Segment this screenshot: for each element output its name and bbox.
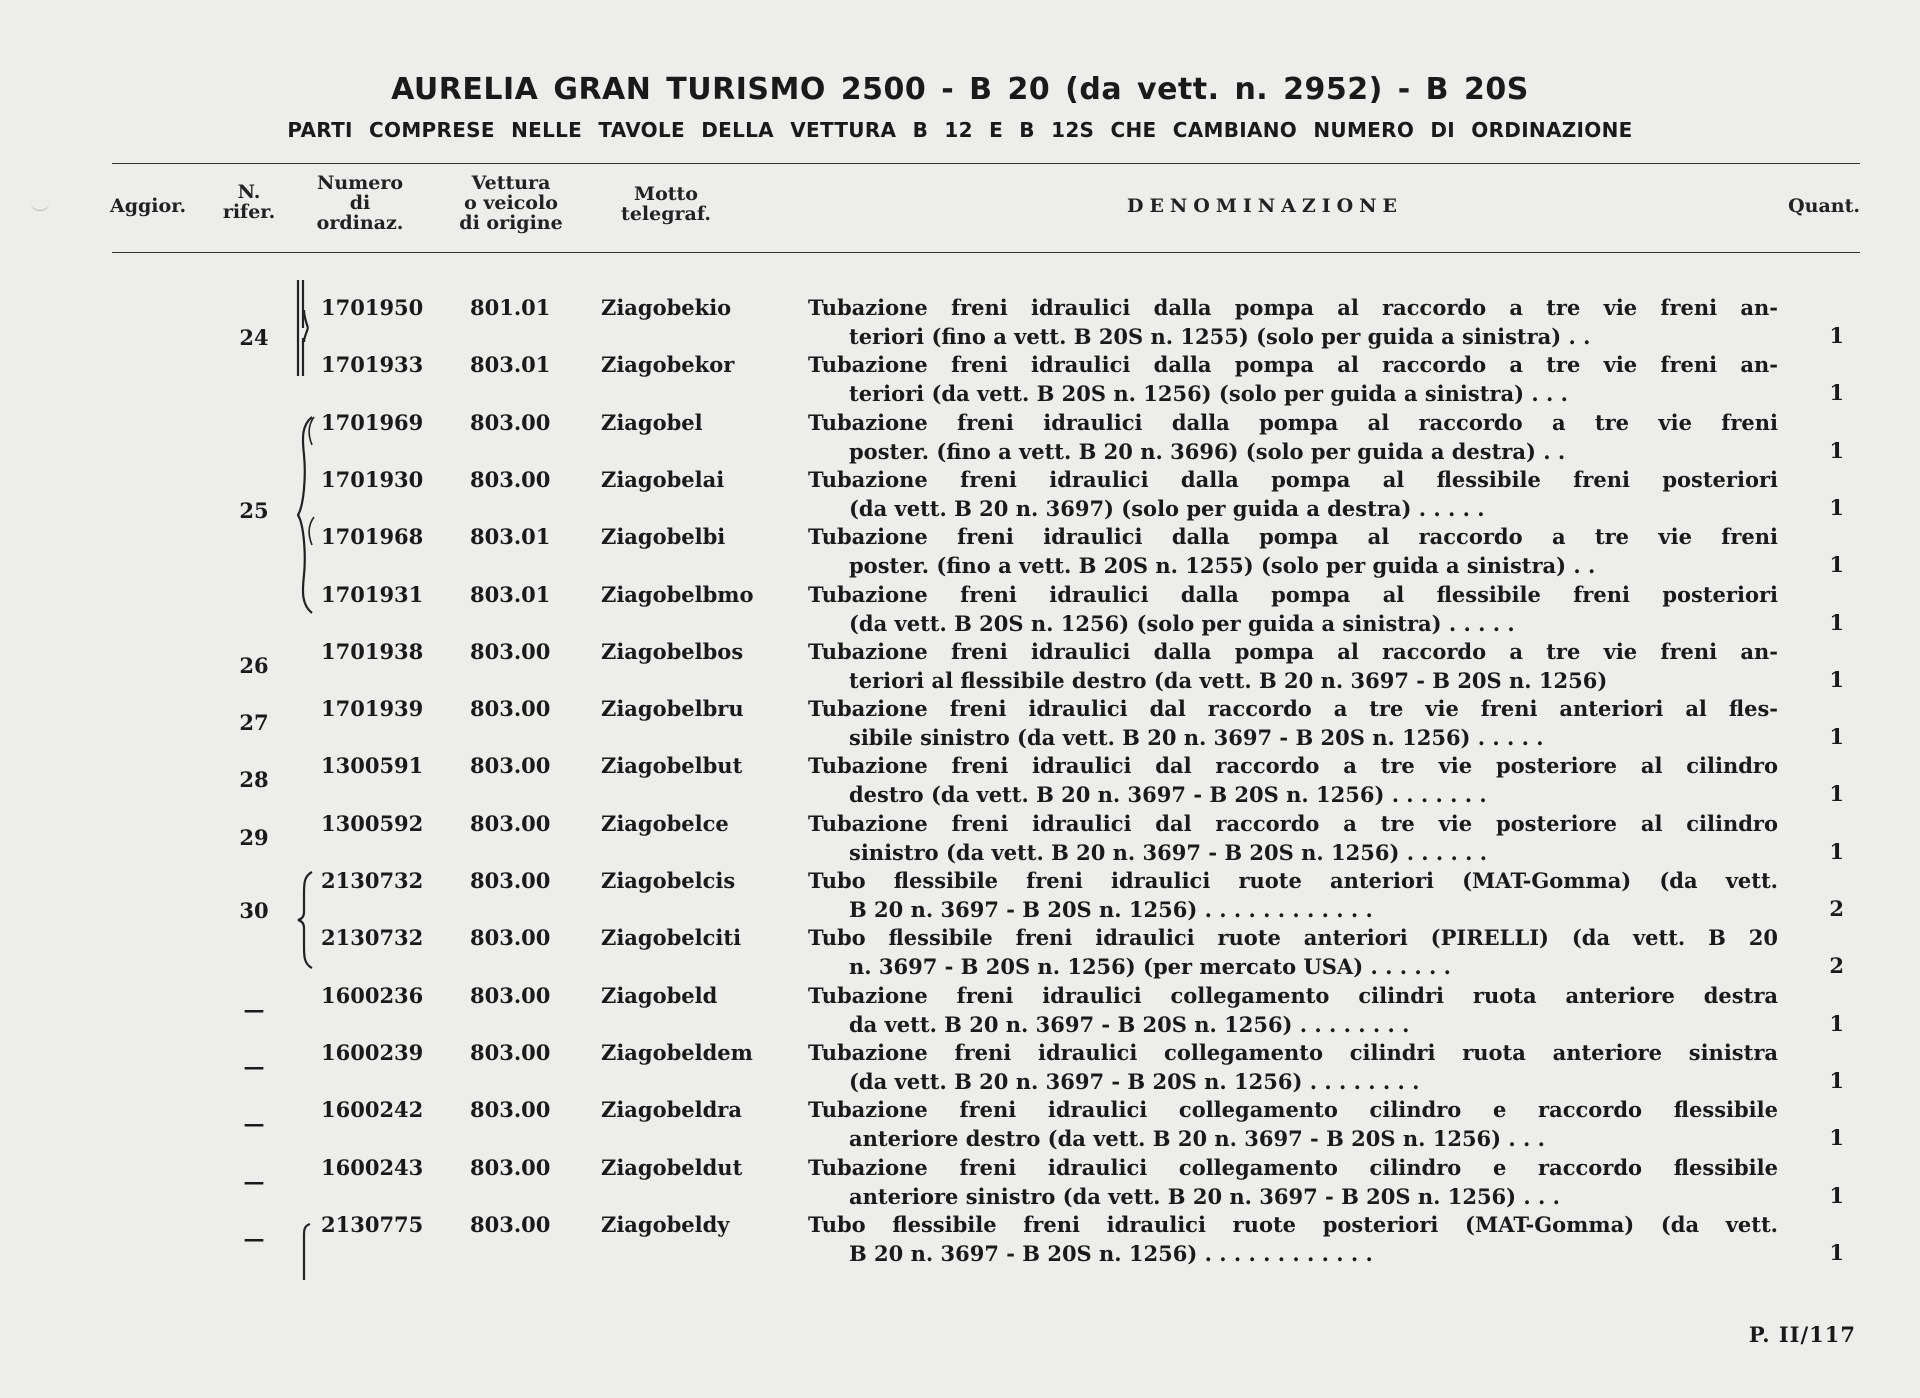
row-vehicle-origin: 803.00 [470,1039,551,1065]
table-row [0,637,1920,694]
row-description-line2: teriori al flessibile destro (da vett. B 20 n. 3697 - B 20S n. 1256) [849,667,1608,693]
column-header-vettura [436,173,586,233]
row-ref-number: 29 [239,824,269,850]
row-description-line2: teriori (da vett. B 20S n. 1256) (solo per guida a sinistra) . . . [849,381,1568,407]
table-row [0,809,1920,866]
row-description [808,694,1778,752]
row-telegraph-code: Ziagobeldem [601,1039,753,1065]
row-description [808,580,1778,638]
row-description [808,1038,1778,1096]
row-description [808,1095,1778,1153]
row-description-line1: Tubazione freni idraulici collegamento cilindri ruota anteriore sinistra [808,1039,1778,1065]
row-telegraph-code: Ziagobelbru [601,696,744,722]
row-vehicle-origin: 803.00 [470,409,551,435]
column-header-numero-line1: Numero [316,172,404,194]
row-telegraph-code: Ziagobelbos [601,638,744,664]
row-quantity: 1 [1829,609,1844,635]
group-label-25: 25 [239,498,269,523]
table-row [0,293,1920,350]
row-description-line2: (da vett. B 20 n. 3697 - B 20S n. 1256) . . . . . . . . [849,1068,1420,1094]
row-description-line2: anteriore sinistro (da vett. B 20 n. 3697 - B 20S n. 1256) . . . [849,1183,1560,1209]
row-part-number: 1600236 [321,982,424,1008]
table-row [0,1153,1920,1210]
row-description [808,923,1778,981]
row-description-line1: Tubazione freni idraulici collegamento cilindri ruota anteriore destra [808,982,1778,1008]
row-description-line2: (da vett. B 20S n. 1256) (solo per guida a sinistra) . . . . . [849,610,1515,636]
row-quantity: 2 [1829,896,1844,921]
table-row [0,522,1920,579]
row-vehicle-origin: 803.00 [470,696,551,722]
group-label-24: 24 [239,325,269,350]
row-telegraph-code: Ziagobelciti [601,925,742,951]
row-vehicle-origin: 803.00 [470,810,551,836]
row-telegraph-code: Ziagobeldra [601,1097,742,1123]
column-header-nrif-line1: N. [237,181,261,203]
row-part-number: 1701939 [321,696,424,722]
row-part-number: 1701969 [321,409,424,435]
row-telegraph-code: Ziagobeldut [601,1154,743,1180]
row-description-line2: n. 3697 - B 20S n. 1256) (per mercato USA) . . . . . . [849,954,1451,980]
column-header-aggior: Aggior. [110,195,187,217]
group-label-30: 30 [239,898,269,923]
row-telegraph-code: Ziagobel [601,409,703,435]
row-vehicle-origin: 803.00 [470,753,551,779]
row-description [808,809,1778,867]
row-part-number: 2130732 [321,925,424,951]
row-telegraph-code: Ziagobeld [601,982,718,1008]
column-header-nrif [214,182,284,222]
row-description-line2: destro (da vett. B 20 n. 3697 - B 20S n. 1256) . . . . . . . [849,782,1487,808]
row-telegraph-code: Ziagobelce [601,810,729,836]
row-description [808,751,1778,809]
row-quantity: 1 [1829,323,1844,348]
row-quantity: 1 [1829,781,1844,807]
row-description-line2: anteriore destro (da vett. B 20 n. 3697 - B 20S n. 1256) . . . [849,1126,1545,1152]
row-vehicle-origin: 803.00 [470,638,551,664]
row-part-number: 1701950 [321,295,424,320]
row-description-line1: Tubazione freni idraulici collegamento cilindro e raccordo flessibile [808,1097,1778,1123]
row-description [808,350,1778,408]
row-part-number: 1701933 [321,352,424,378]
row-quantity: 1 [1829,1067,1844,1093]
row-description-line2: sinistro (da vett. B 20 n. 3697 - B 20S n. 1256) . . . . . . [849,839,1488,865]
table-row [0,580,1920,637]
column-header-vettura-line3: di origine [459,212,563,234]
table-row [0,408,1920,465]
row-part-number: 1701931 [321,581,424,607]
table-row [0,465,1920,522]
row-vehicle-origin: 803.00 [470,1154,551,1180]
row-part-number: 1701938 [321,638,424,664]
row-quantity: 1 [1829,724,1844,750]
row-vehicle-origin: 803.01 [470,524,551,550]
page-title: AURELIA GRAN TURISMO 2500 - B 20 (da vett. n. 2952) - B 20S [391,72,1529,107]
row-description [808,981,1778,1039]
header-rule-top [112,163,1860,164]
row-quantity: 1 [1829,1125,1844,1151]
row-ref-number: 28 [239,767,269,793]
row-description-line1: Tubazione freni idraulici collegamento cilindro e raccordo flessibile [808,1154,1778,1180]
row-description [808,1153,1778,1211]
row-ref-number: — [243,996,265,1022]
row-vehicle-origin: 803.01 [470,581,551,607]
row-vehicle-origin: 803.00 [470,982,551,1008]
row-part-number: 1600239 [321,1039,424,1065]
row-telegraph-code: Ziagobeldy [601,1211,730,1237]
row-part-number: 1600242 [321,1097,424,1123]
table-row [0,981,1920,1038]
column-header-motto [586,184,746,224]
row-description-line2: teriori (fino a vett. B 20S n. 1255) (solo per guida a sinistra) . . [849,324,1591,349]
table-row [0,1038,1920,1095]
table-row [0,751,1920,808]
row-description-line1: Tubazione freni idraulici dal raccordo a tre vie freni anteriori al fles- [808,696,1778,722]
row-ref-number: — [243,1111,265,1137]
row-description-line1: Tubazione freni idraulici dalla pompa al raccordo a tre vie freni an- [808,295,1778,320]
row-ref-number: — [243,1053,265,1079]
header-rule-bottom [112,252,1860,253]
table-row [0,1095,1920,1152]
column-header-quant: Quant. [1788,195,1860,217]
row-telegraph-code: Ziagobelcis [601,868,736,893]
table-row [0,866,1920,923]
row-description-line1: Tubazione freni idraulici dalla pompa al flessibile freni posteriori [808,466,1778,492]
row-description [808,522,1778,580]
column-header-denominazione: DENOMINAZIONE [1126,195,1404,217]
row-description-line1: Tubazione freni idraulici dal raccordo a tre vie posteriore al cilindro [808,753,1778,779]
row-vehicle-origin: 801.01 [470,295,551,320]
row-vehicle-origin: 803.01 [470,352,551,378]
row-description-line2: sibile sinistro (da vett. B 20 n. 3697 - B 20S n. 1256) . . . . . [849,725,1544,751]
column-header-numero-line2: di [349,192,371,214]
row-description-line1: Tubazione freni idraulici dalla pompa al raccordo a tre vie freni [808,524,1778,550]
column-header-vettura-line2: o veicolo [464,192,558,214]
row-vehicle-origin: 803.00 [470,466,551,492]
row-description-line1: Tubazione freni idraulici dalla pompa al raccordo a tre vie freni an- [808,638,1778,664]
row-description-line2: (da vett. B 20 n. 3697) (solo per guida a destra) . . . . . [849,495,1485,521]
paper-mark [30,200,50,211]
column-header-motto-line1: Motto [634,183,698,205]
row-quantity: 1 [1829,1239,1844,1265]
row-telegraph-code: Ziagobelbi [601,524,726,550]
row-telegraph-code: Ziagobelbut [601,753,743,779]
table-row [0,923,1920,980]
row-telegraph-code: Ziagobekor [601,352,735,378]
row-part-number: 1300592 [321,810,424,836]
row-description [808,866,1778,924]
table-row [0,694,1920,751]
row-description-line1: Tubo flessibile freni idraulici ruote anteriori (MAT-Gomma) (da vett. [808,868,1778,893]
row-quantity: 1 [1829,1010,1844,1036]
page-number: P. II/117 [1748,1322,1856,1347]
column-header-numero [300,173,420,233]
row-description-line2: B 20 n. 3697 - B 20S n. 1256) . . . . . . . . . . . . [849,897,1373,922]
page-subtitle: PARTI COMPRESE NELLE TAVOLE DELLA VETTURA B 12 E B 12S CHE CAMBIANO NUMERO DI ORDINAZIONE [287,118,1633,142]
row-quantity: 1 [1829,1182,1844,1208]
row-description-line1: Tubo flessibile freni idraulici ruote posteriori (MAT-Gomma) (da vett. [808,1211,1778,1237]
row-description-line2: B 20 n. 3697 - B 20S n. 1256) . . . . . . . . . . . . [849,1240,1373,1266]
table-row [0,350,1920,407]
row-description-line1: Tubazione freni idraulici dalla pompa al raccordo a tre vie freni an- [808,352,1778,378]
row-part-number: 1600243 [321,1154,424,1180]
row-quantity: 1 [1829,494,1844,520]
row-quantity: 2 [1829,953,1844,979]
row-vehicle-origin: 803.00 [470,925,551,951]
row-quantity: 1 [1829,666,1844,692]
row-description-line1: Tubo flessibile freni idraulici ruote anteriori (PIRELLI) (da vett. B 20 [808,925,1778,951]
row-description-line1: Tubazione freni idraulici dalla pompa al flessibile freni posteriori [808,581,1778,607]
row-telegraph-code: Ziagobelai [601,466,725,492]
row-telegraph-code: Ziagobekio [601,295,732,320]
row-part-number: 1300591 [321,753,424,779]
row-ref-number: 27 [239,710,269,736]
row-part-number: 2130775 [321,1211,424,1237]
row-vehicle-origin: 803.00 [470,868,551,893]
row-vehicle-origin: 803.00 [470,1211,551,1237]
column-header-motto-line2: telegraf. [621,203,711,225]
row-description-line1: Tubazione freni idraulici dal raccordo a tre vie posteriore al cilindro [808,810,1778,836]
column-header-numero-line3: ordinaz. [316,212,404,234]
row-vehicle-origin: 803.00 [470,1097,551,1123]
row-ref-number: 26 [239,652,269,678]
row-description-line2: da vett. B 20 n. 3697 - B 20S n. 1256) . . . . . . . . [849,1011,1410,1037]
row-quantity: 1 [1829,838,1844,864]
row-part-number: 2130732 [321,868,424,893]
row-part-number: 1701968 [321,524,424,550]
row-quantity: 1 [1829,552,1844,578]
row-ref-number: — [243,1168,265,1194]
row-quantity: 1 [1829,437,1844,463]
row-ref-number: — [243,1225,265,1251]
row-description [808,1210,1778,1268]
row-telegraph-code: Ziagobelbmo [601,581,754,607]
row-description [808,465,1778,523]
row-quantity: 1 [1829,380,1844,406]
row-part-number: 1701930 [321,466,424,492]
row-description-line2: poster. (fino a vett. B 20 n. 3696) (solo per guida a destra) . . [849,438,1566,464]
row-description-line1: Tubazione freni idraulici dalla pompa al raccordo a tre vie freni [808,409,1778,435]
row-description-line2: poster. (fino a vett. B 20S n. 1255) (solo per guida a sinistra) . . [849,553,1596,579]
row-description [808,408,1778,466]
row-description [808,637,1778,695]
column-header-nrif-line2: rifer. [222,201,276,223]
column-header-vettura-line1: Vettura [471,172,551,194]
table-row [0,1210,1920,1267]
row-description [808,293,1778,351]
